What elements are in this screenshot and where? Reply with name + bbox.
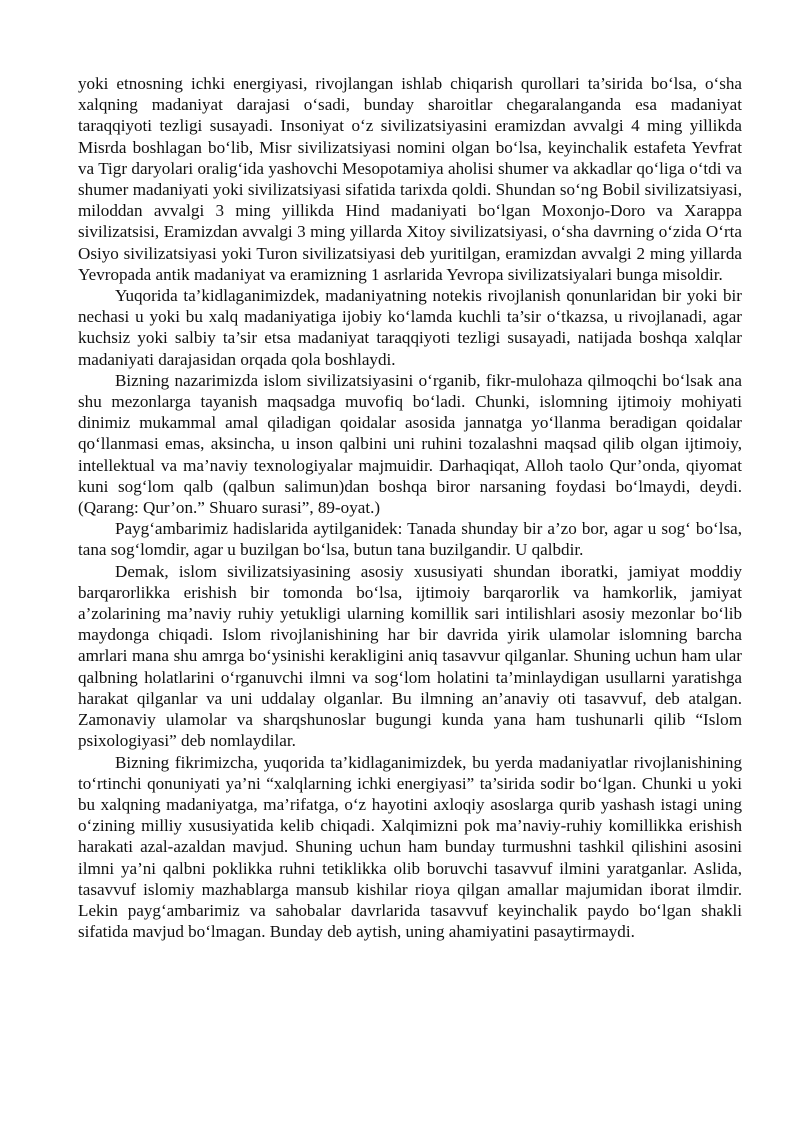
paragraph-islamic-civilization: Bizning nazarimizda islom sivilizatsiyasini o‘rganib, fikr-mulohaza qilmoqchi bo‘lsak ana shu mezonlarga tayanish maqsadga muvofiq bo‘ladi. Chunki, islomning ijtimoiy mohiyati dinimiz mukammal amal qiladigan qoidalar asosida jannatga yo‘llanma beradigan qoidalar qo‘llanmasi emas, aksincha, u inson qalbini uni ruhini tozalashni maqsad qilib olgan ijtimoiy, intellektual va ma’naviy texnologiyalar majmuidir. Darhaqiqat, Alloh taolo Qur’onda, qiyomat kuni sog‘lom qalb (qalbun salimun)dan boshqa biror narsaning foydasi bo‘lmaydi, deydi. (Qarang: Qur’on.” Shuaro surasi”, 89-oyat.) — [78, 370, 742, 518]
document-page — [78, 73, 742, 942]
paragraph-hadith: Payg‘ambarimiz hadislarida aytilganidek: Tanada shunday bir a’zo bor, agar u sog‘ bo‘lsa, tana sog‘lomdir, agar u buzilgan bo‘lsa, butun tana buzilgandir. U qalbdir. — [78, 519, 742, 560]
paragraph-continuation: yoki etnosning ichki energiyasi, rivojlangan ishlab chiqarish qurollari ta’sirida bo‘lsa, o‘sha xalqning madaniyat darajasi o‘sadi, bunday sharoitlar chegaralanganda esa madaniyat taraqqiyoti tezligi susayadi. Insoniyat o‘z sivilizatsiyasini eramizdan avvalgi 4 ming yillikda Misrda boshlagan bo‘lib, Misr sivilizatsiyasi nomini olgan bo‘lsa, keyinchalik estafeta Yevfrat va Tigr daryolari oralig‘ida yashovchi Mesopotamiya aholisi shumer va akkadlar qo‘liga o‘tdi va shumer madaniyati yoki sivilizatsiyasi sifatida tarixda qoldi. Shundan so‘ng Bobil sivilizatsiyasi, miloddan avvalgi 3 ming yillikda Hind madaniyati bo‘lgan Moxonjo-Doro va Xarappa sivilizatsisi, Eramizdan avvalgi 3 ming yillarda Xitoy sivilizatsiyasi, o‘sha davrning o‘zida O‘rta Osiyo sivilizatsiyasi yoki Turon sivilizatsiyasi deb yuritilgan, eramizdan avvalgi 2 ming yillarda Yevropada antik madaniyat va eramizning 1 asrlarida Yevropa sivilizatsiyalari bunga misoldir. — [78, 74, 742, 284]
paragraph-main-feature: Demak, islom sivilizatsiyasining asosiy xususiyati shundan iboratki, jamiyat moddiy barqarorlikka erishish bir tomonda bo‘lsa, ijtimoiy barqarorlik va hamkorlik, jamiyat a’zolarining ma’naviy ruhiy yetukligi ularning komillik sari intilishlari asosiy mezonlar bo‘lib maydonga chiqadi. Islom rivojlanishining har bir davrida yirik ulamolar islomning barcha amrlari mana shu amrga bo‘ysinishi kerakligini aniq tasavvur qilganlar. Shuning uchun ham ular qalbning holatlarini o‘rganuvchi ilmni va sog‘lom holatini ta’minlaydigan usullarni yaratishga harakat qilganlar va uni uddalay olganlar. Bu ilmning an’anaviy oti tasavvuf, deb atalgan. Zamonaviy ulamolar va sharqshunoslar bugungi kunda yana ham tushunarli qilib “Islom psixologiyasi” deb nomlaydilar. — [78, 561, 742, 751]
paragraph-uneven-development: Yuqorida ta’kidlaganimizdek, madaniyatning notekis rivojlanish qonunlaridan bir yoki bir nechasi u yoki bu xalq madaniyatiga ijobiy ko‘lamda kuchli ta’sir o‘tkazsa, u rivojlanadi, agar kuchsiz yoki salbiy ta’sir etsa madaniyat taraqqiyoti tezligi susayadi, natijada boshqa xalqlar madaniyati darajasidan orqada qola boshlaydi. — [78, 286, 742, 369]
paragraph-fourth-law: Bizning fikrimizcha, yuqorida ta’kidlaganimizdek, bu yerda madaniyatlar rivojlanishining to‘rtinchi qonuniyati ya’ni “xalqlarning ichki energiyasi” ta’sirida sodir bo‘lgan. Chunki u yoki bu xalqning madaniyatga, ma’rifatga, o‘z hayotini axloqiy asoslarga qurib yashash istagi uning o‘zining milliy xususiyatida kelib chiqadi. Xalqimizni pok ma’naviy-ruhiy komillikka erishish harakati azal-azaldan mavjud. Shuning uchun ham bunday turmushni tashkil qilishini asosini ilmni ya’ni qalbni poklikka ruhni tetiklikka olib boruvchi tasavvuf ilmini yaratganlar. Aslida, tasavvuf islomiy mazhablarga mansub kishilar rioya qilgan amallar majumidan iborat ilmdir. Lekin payg‘ambarimiz va sahobalar davrlarida tasavvuf keyinchalik paydo bo‘lgan shakli sifatida mavjud bo‘lmagan. Bunday deb aytish, uning ahamiyatini pasaytirmaydi. — [78, 752, 742, 942]
